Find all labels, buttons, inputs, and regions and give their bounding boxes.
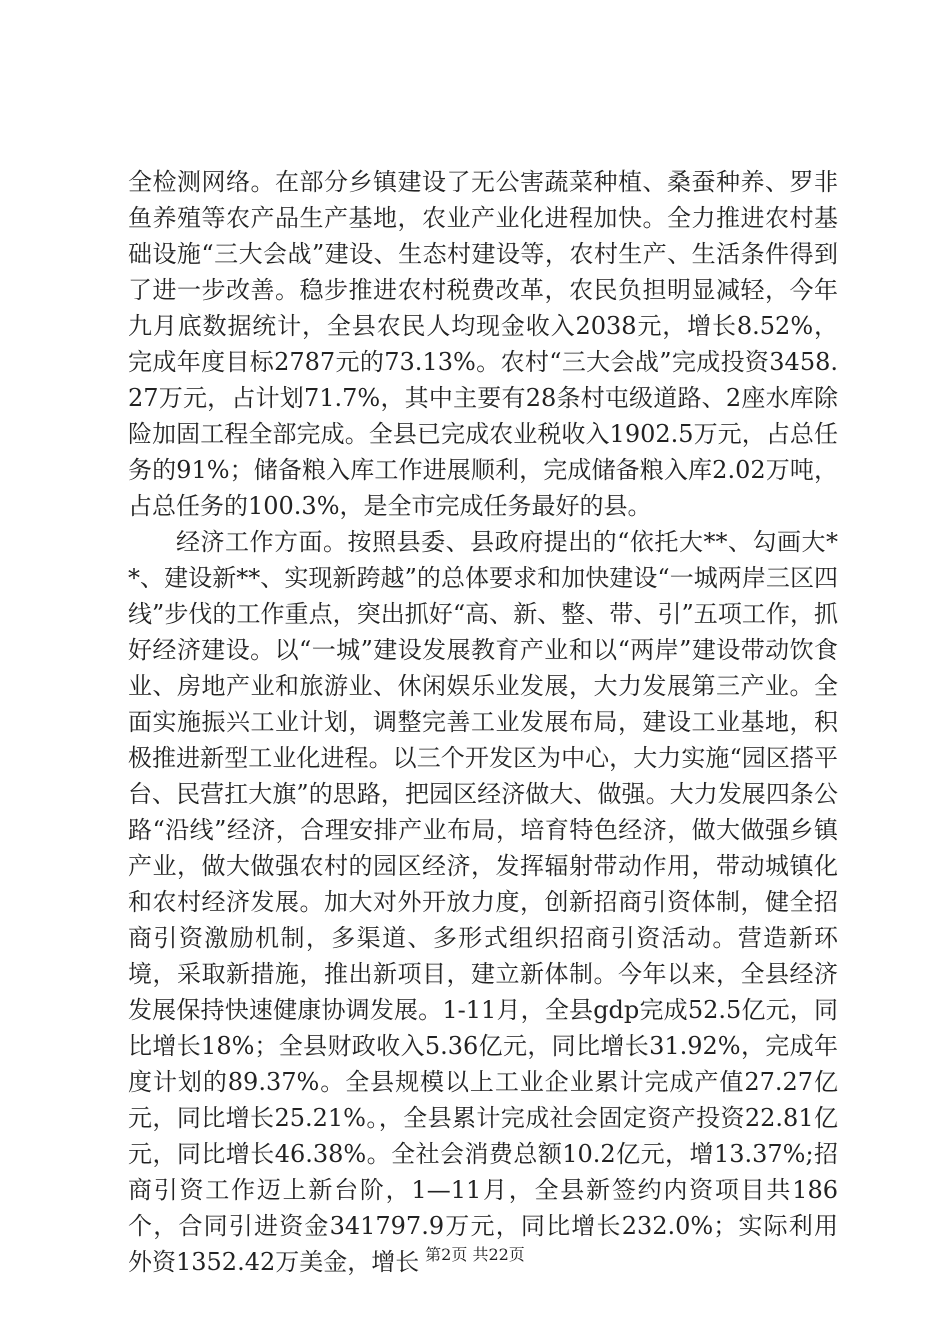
paragraph-rural-work: 全检测网络。在部分乡镇建设了无公害蔬菜种植、桑蚕种养、罗非鱼养殖等农产品生产基地，农业产业化进程加快。全力推进农村基础设施“三大会战”建设、生态村建设等，农村生产、生活条件得到了进一步改善。稳步推进农村税费改革，农民负担明显减轻，今年九月底数据统计，全县农民人均现金收入2038元，增长8.52%，完成年度目标2787元的73.13%。农村“三大会战”完成投资3458.27万元，占计划71.7%，其中主要有28条村屯级道路、2座水库除险加固工程全部完成。全县已完成农业税收入1902.5万元，占总任务的91%；储备粮入库工作进展顺利，完成储备粮入库2.02万吨，占总任务的100.3%，是全市完成任务最好的县。 xyxy=(128,168,838,520)
page-number-footer: 第2页 共22页 xyxy=(425,1245,525,1264)
document-body xyxy=(128,164,838,1280)
paragraph-economic-work: 经济工作方面。按照县委、县政府提出的“依托大**、勾画大**、建设新**、实现新跨越”的总体要求和加快建设“一城两岸三区四线”步伐的工作重点，突出抓好“高、新、整、带、引”五项工作，抓好经济建设。以“一城”建设发展教育产业和以“两岸”建设带动饮食业、房地产业和旅游业、休闲娱乐业发展，大力发展第三产业。全面实施振兴工业计划，调整完善工业发展布局，建设工业基地，积极推进新型工业化进程。以三个开发区为中心，大力实施“园区搭平台、民营扛大旗”的思路，把园区经济做大、做强。大力发展四条公路“沿线”经济，合理安排产业布局，培育特色经济，做大做强乡镇产业，做大做强农村的园区经济，发挥辐射带动作用，带动城镇化和农村经济发展。加大对外开放力度，创新招商引资体制，健全招商引资激励机制，多渠道、多形式组织招商引资活动。营造新环境，采取新措施，推出新项目，建立新体制。今年以来，全县经济发展保持快速健康协调发展。1-11月，全县gdp完成52.5亿元，同比增长18%；全县财政收入5.36亿元，同比增长31.92%，完成年度计划的89.37%。全县规模以上工业企业累计完成产值27.27亿元，同比增长25.21%。，全县累计完成社会固定资产投资22.81亿元，同比增长46.38%。全社会消费总额10.2亿元，增13.37%;招商引资工作迈上新台阶，1—11月，全县新签约内资项目共186个，合同引进资金341797.9万元，同比增长232.0%；实际利用外资1352.42万美金，增长 xyxy=(128,528,838,1276)
